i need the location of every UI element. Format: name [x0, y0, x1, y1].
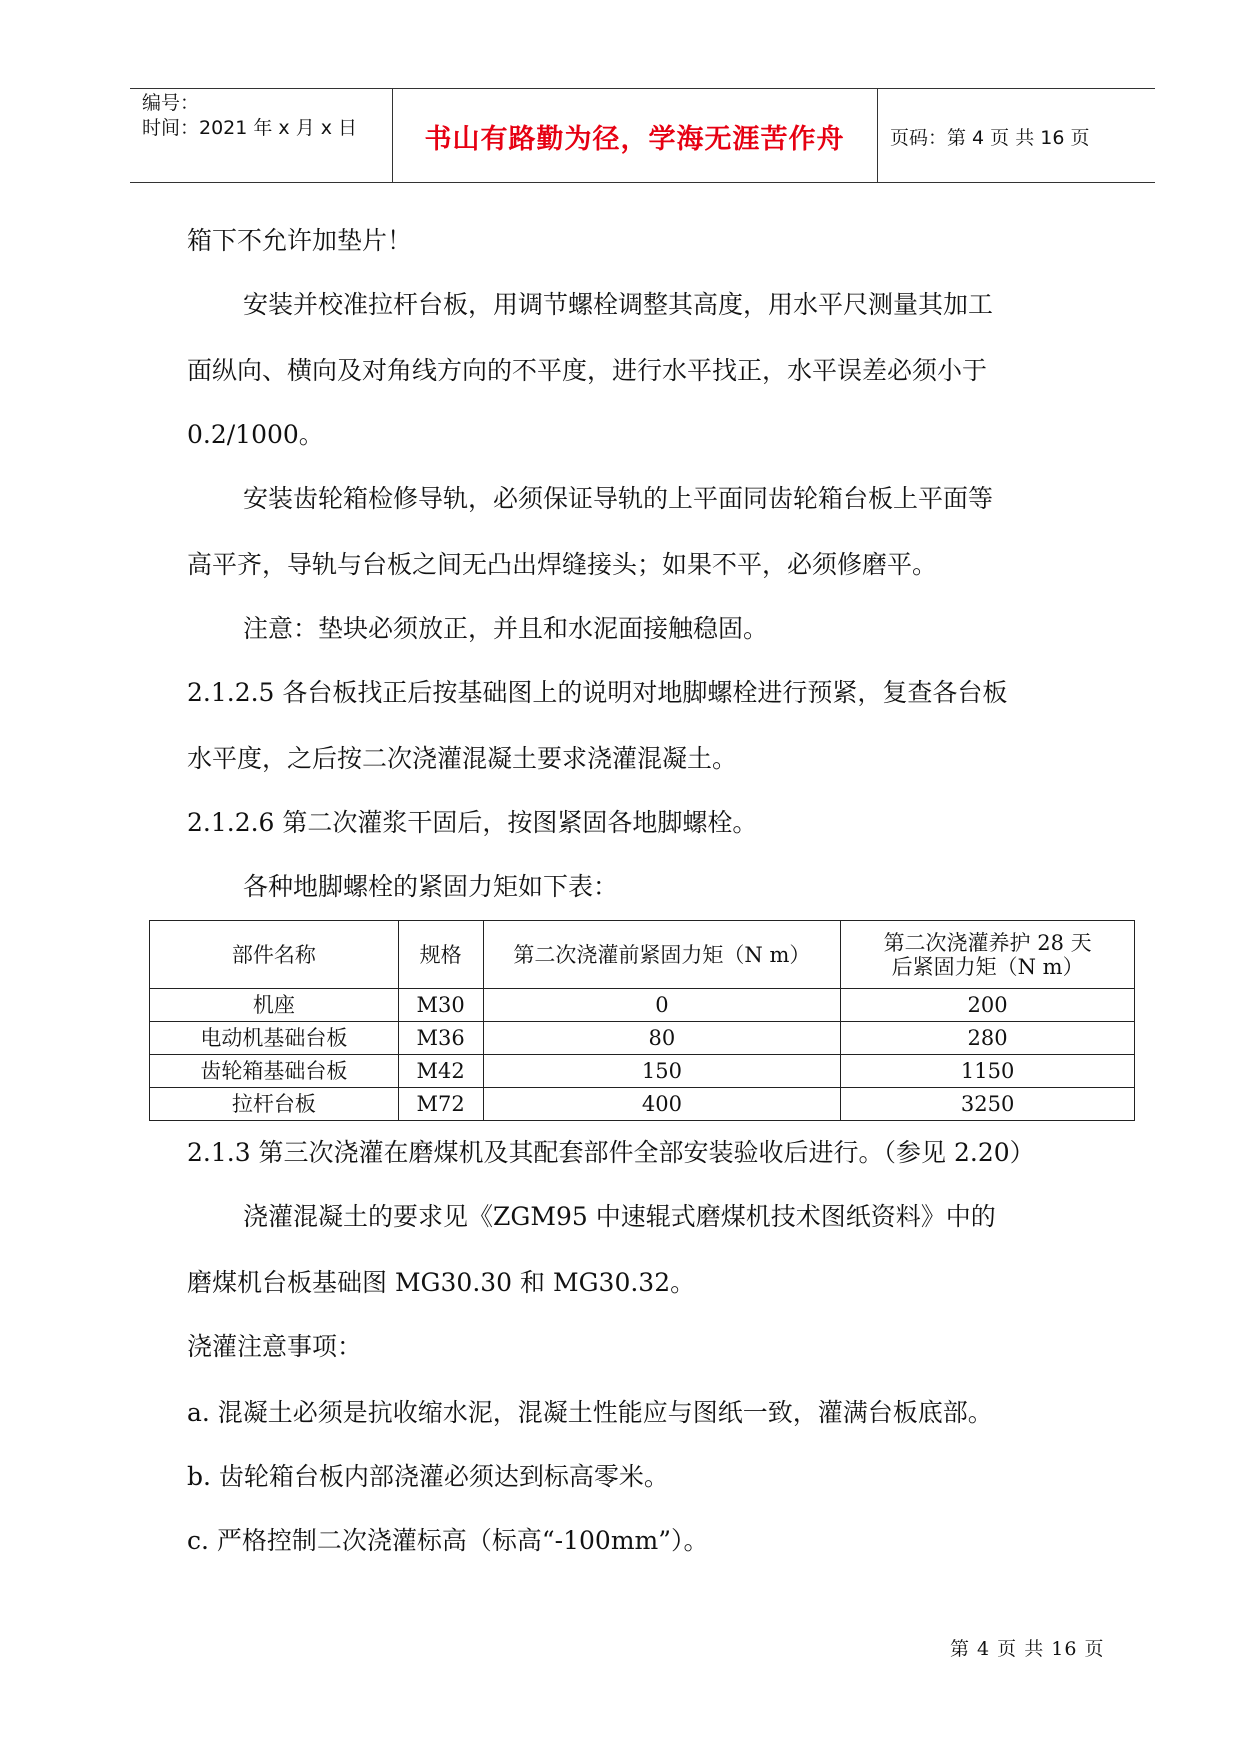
page-footer: 第 4 页 共 16 页 [950, 1638, 1105, 1660]
paragraph: 箱下不允许加垫片！ [187, 226, 413, 255]
list-item: c. 严格控制二次浇灌标高（标高“-100mm”）。 [187, 1526, 709, 1555]
table-cell: 机座 [150, 989, 399, 1022]
paragraph: 注意：垫块必须放正，并且和水泥面接触稳固。 [243, 614, 769, 643]
table-cell: 200 [841, 989, 1135, 1022]
paragraph: 各种地脚螺栓的紧固力矩如下表： [243, 872, 619, 901]
table-row [150, 1055, 1135, 1088]
table-cell: 齿轮箱基础台板 [150, 1055, 399, 1088]
page-header [130, 88, 1155, 183]
paragraph: 2.1.2.6 第二次灌浆干固后，按图紧固各地脚螺栓。 [187, 808, 758, 837]
table-cell: M36 [398, 1022, 483, 1055]
table-header-cell: 第二次浇灌养护 28 天后紧固力矩（N m） [841, 921, 1135, 989]
table-row [150, 1022, 1135, 1055]
paragraph: 浇灌混凝土的要求见《ZGM95 中速辊式磨煤机技术图纸资料》中的 [243, 1202, 996, 1231]
table-cell: 0 [483, 989, 841, 1022]
table-cell: 拉杆台板 [150, 1088, 399, 1121]
table-cell: 电动机基础台板 [150, 1022, 399, 1055]
table-header-cell: 部件名称 [150, 921, 399, 989]
paragraph: 水平度，之后按二次浇灌混凝土要求浇灌混凝土。 [187, 744, 738, 773]
table-header-cell: 第二次浇灌前紧固力矩（N m） [483, 921, 841, 989]
table-cell: 150 [483, 1055, 841, 1088]
paragraph: 安装齿轮箱检修导轨，必须保证导轨的上平面同齿轮箱台板上平面等 [243, 484, 994, 513]
paragraph: 2.1.3 第三次浇灌在磨煤机及其配套部件全部安装验收后进行。（参见 2.20） [187, 1138, 1035, 1167]
number-label: 编号： [142, 92, 200, 114]
table-cell: M42 [398, 1055, 483, 1088]
list-item: a. 混凝土必须是抗收缩水泥，混凝土性能应与图纸一致，灌满台板底部。 [187, 1398, 993, 1427]
table-cell: 80 [483, 1022, 841, 1055]
paragraph: 面纵向、横向及对角线方向的不平度，进行水平找正，水平误差必须小于 [187, 356, 988, 385]
paragraph: 2.1.2.5 各台板找正后按基础图上的说明对地脚螺栓进行预紧，复查各台板 [187, 678, 1008, 707]
table-cell: M30 [398, 989, 483, 1022]
paragraph: 安装并校准拉杆台板，用调节螺栓调整其高度，用水平尺测量其加工 [243, 290, 994, 319]
table-header-cell: 规格 [398, 921, 483, 989]
table-cell: 280 [841, 1022, 1135, 1055]
table-cell: 3250 [841, 1088, 1135, 1121]
header-meta [142, 91, 357, 141]
list-item: b. 齿轮箱台板内部浇灌必须达到标高零米。 [187, 1462, 669, 1491]
table-row [150, 989, 1135, 1022]
header-page-label: 页码：第 4 页 共 16 页 [890, 127, 1090, 149]
paragraph: 高平齐，导轨与台板之间无凸出焊缝接头；如果不平，必须修磨平。 [187, 550, 938, 579]
time-label: 时间：2021 年 x 月 x 日 [142, 117, 358, 139]
table-cell: 1150 [841, 1055, 1135, 1088]
table-cell: 400 [483, 1088, 841, 1121]
header-divider [877, 89, 878, 182]
paragraph: 0.2/1000。 [187, 420, 324, 449]
torque-table [149, 920, 1135, 1121]
table-header-row [150, 921, 1135, 989]
paragraph: 磨煤机台板基础图 MG30.30 和 MG30.32。 [187, 1268, 696, 1297]
paragraph: 浇灌注意事项： [187, 1332, 363, 1361]
table-row [150, 1088, 1135, 1121]
header-motto: 书山有路勤为径，学海无涯苦作舟 [424, 124, 845, 155]
table-cell: M72 [398, 1088, 483, 1121]
